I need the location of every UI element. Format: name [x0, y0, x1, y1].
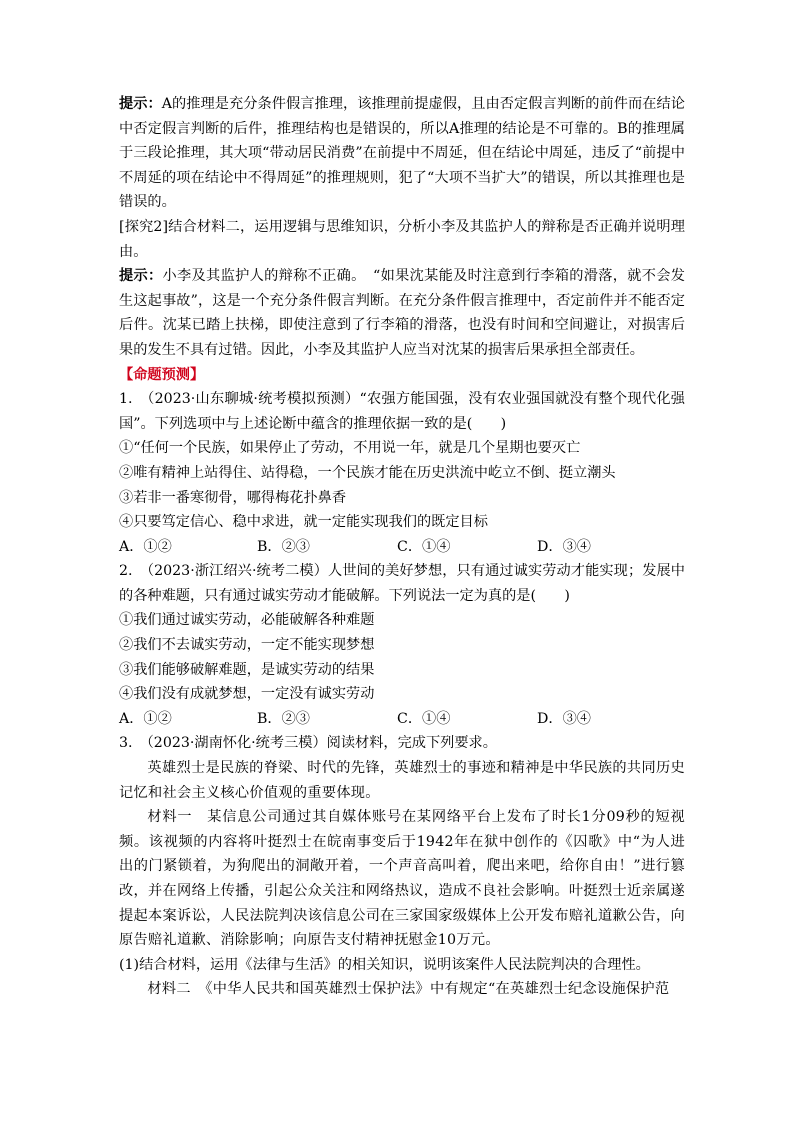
option-c: C．①④ — [397, 710, 451, 727]
question-2-item: ④我们没有成就梦想，一定没有诚实劳动 — [119, 686, 375, 703]
explore-label: [探究2] — [119, 218, 168, 235]
question-2-item: ③我们能够破解难题，是诚实劳动的结果 — [119, 661, 375, 678]
question-2-item: ②我们不去诚实劳动，一定不能实现梦想 — [119, 637, 375, 654]
question-2-item: ①我们通过诚实劳动，必能破解各种难题 — [119, 612, 375, 629]
document-body — [119, 92, 685, 1002]
tip-text: 小李及其监护人的辩称不正确。 “如果沈某能及时注意到行李箱的滑落，就不会发生这起事故”，这是一个充分条件假言判断。在充分条件假言推理中，否定前件并不能否定后件。沈某已踏上扶梯，即使注意到了行李箱的滑落，也没有时间和空间避让，对损害后果的发生不具有过错。因此，小李及其监护人应当对沈某的损害后果承担全部责任。 — [119, 268, 685, 358]
option-a: A．①② — [119, 710, 172, 727]
question-1-stem: 1. （2023·山东聊城·统考模拟预测）“农强方能国强，没有农业强国就没有整个现代化强国”。下列选项中与上述论断中蕴含的推理依据一致的是( ) — [119, 391, 685, 432]
tip-label: 提示： — [119, 268, 163, 285]
question-2-options — [119, 707, 685, 732]
option-d: D．③④ — [537, 538, 591, 555]
option-d: D．③④ — [537, 710, 591, 727]
option-b: B．②③ — [257, 538, 310, 555]
option-b: B．②③ — [257, 710, 310, 727]
question-1-item: ③若非一番寒彻骨，哪得梅花扑鼻香 — [119, 489, 347, 506]
section-heading: 【命题预测】 — [119, 366, 205, 383]
tip-paragraph-1 — [119, 92, 685, 215]
question-3-stem: 3. （2023·湖南怀化·统考三模）阅读材料，完成下列要求。 — [119, 735, 497, 752]
explore-paragraph — [119, 215, 685, 264]
question-2-stem: 2. （2023·浙江绍兴·统考二模）人世间的美好梦想，只有通过诚实劳动才能实现；发展中的各种难题，只有通过诚实劳动才能破解。下列说法一定为真的是( ) — [119, 563, 685, 604]
option-c: C．①④ — [397, 538, 451, 555]
question-3-intro: 英雄烈士是民族的脊梁、时代的先锋，英雄烈士的事迹和精神是中华民族的共同历史记忆和社会主义核心价值观的重要体现。 — [119, 760, 685, 801]
question-3-material-2: 材料二 《中华人民共和国英雄烈士保护法》中有规定“在英雄烈士纪念设施保护范 — [147, 981, 670, 998]
tip-label: 提示： — [119, 96, 162, 112]
question-1-item: ②唯有精神上站得住、站得稳，一个民族才能在历史洪流中屹立不倒、挺立潮头 — [119, 464, 616, 481]
explore-text: 结合材料二，运用逻辑与思维知识，分析小李及其监护人的辩称是否正确并说明理由。 — [119, 218, 685, 260]
tip-paragraph-2 — [119, 264, 685, 362]
question-1-item: ④只要笃定信心、稳中求进，就一定能实现我们的既定目标 — [119, 514, 488, 531]
question-3-material-1: 材料一 某信息公司通过其自媒体账号在某网络平台上发布了时长1分09秒的短视频。该视频的内容将叶挺烈士在皖南事变后于1942年在狱中创作的《囚歌》中“为人进出的门紧锁着，为狗爬出的洞敞开着，一个声音高叫着，爬出来吧，给你自由！”进行篡改，并在网络上传播，引起公众关注和网络热议，造成不良社会影响。叶挺烈士近亲属遂提起本案诉讼，人民法院判决该信息公司在三家国家级媒体上公开发布赔礼道歉公告，向原告赔礼道歉、消除影响；向原告支付精神抚慰金10万元。 — [119, 809, 685, 949]
question-1-item: ①“任何一个民族，如果停止了劳动，不用说一年，就是几个星期也要灭亡 — [119, 440, 581, 457]
question-1-options — [119, 535, 685, 560]
question-3-sub-1: (1)结合材料，运用《法律与生活》的相关知识，说明该案件人民法院判决的合理性。 — [119, 956, 650, 973]
tip-text: A的推理是充分条件假言推理，该推理前提虚假，且由否定假言判断的前件而在结论中否定假言判断的后件，推理结构也是错误的，所以A推理的结论是不可靠的。B的推理属于三段论推理，其大项“带动居民消费”在前提中不周延，但在结论中周延，违反了“前提中不周延的项在结论中不得周延”的推理规则，犯了“大项不当扩大”的错误，所以其推理也是错误的。 — [119, 96, 685, 211]
option-a: A．①② — [119, 538, 172, 555]
